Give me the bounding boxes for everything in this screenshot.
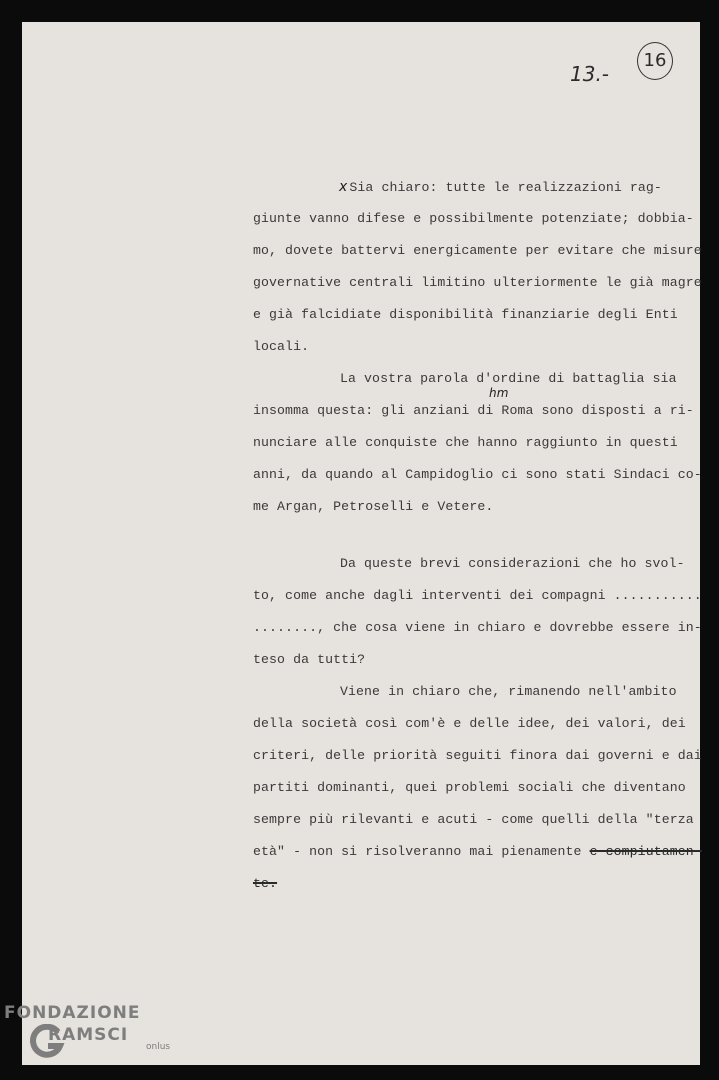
text-line: età" - non si risolveranno mai pienamente e compiutamen- bbox=[253, 844, 702, 859]
text-line: locali. bbox=[253, 339, 310, 354]
text-line: governative centrali limitino ulteriormente le già magre bbox=[253, 275, 702, 290]
text-line: giunte vanno difese e possibilmente potenziate; dobbia- bbox=[253, 211, 694, 226]
text-line: anni, da quando al Campidoglio ci sono stati Sindaci co- bbox=[253, 467, 702, 482]
text-line: sempre più rilevanti e acuti - come quelli della "terza bbox=[253, 812, 694, 827]
text-line: criteri, delle priorità seguiti finora dai governi e dai bbox=[253, 748, 702, 763]
text-line: nunciare alle conquiste che hanno raggiunto in questi bbox=[253, 435, 678, 450]
text-line: della società così com'è e delle idee, dei valori, dei bbox=[253, 716, 686, 731]
circled-page-number: 16 bbox=[637, 42, 673, 80]
text-line: teso da tutti? bbox=[253, 652, 366, 667]
g-logo-icon bbox=[30, 1024, 66, 1060]
handwritten-page-number: 13.- bbox=[570, 62, 610, 86]
watermark-line-1: FONDAZIONE bbox=[4, 1003, 141, 1023]
text-line: to, come anche dagli interventi dei compagni ........... bbox=[253, 588, 702, 603]
text-line: mo, dovete battervi energicamente per evitare che misure bbox=[253, 243, 702, 258]
text-line: me Argan, Petroselli e Vetere. bbox=[253, 499, 494, 514]
document-page bbox=[22, 22, 700, 1065]
handwritten-insertion: hm bbox=[489, 386, 509, 400]
struck-text: te. bbox=[253, 876, 278, 891]
typewritten-body bbox=[253, 171, 702, 900]
text-line: La vostra parola d'ordine di battaglia sia bbox=[340, 371, 677, 386]
text-line: x Sia chiaro: tutte le realizzazioni rag- bbox=[339, 179, 662, 195]
text-line: partiti dominanti, quei problemi sociali che diventano bbox=[253, 780, 686, 795]
fondazione-gramsci-watermark bbox=[4, 1002, 170, 1052]
watermark-suffix: onlus bbox=[146, 1042, 171, 1052]
text-line: insomma questa: gli anziani di Roma sono disposti a ri- hm bbox=[253, 395, 648, 427]
watermark-line-2: RAMSCI bbox=[48, 1025, 129, 1045]
text-line: ........, che cosa viene in chiaro e dovrebbe essere in- bbox=[253, 620, 702, 635]
text-line: Viene in chiaro che, rimanendo nell'ambito bbox=[340, 684, 677, 699]
text-line bbox=[253, 868, 648, 900]
text-line: Da queste brevi considerazioni che ho svol- bbox=[340, 556, 685, 571]
struck-text: e compiutamen- bbox=[589, 844, 702, 859]
text-line: e già falcidiate disponibilità finanziarie degli Enti bbox=[253, 307, 678, 322]
handwritten-mark: x bbox=[339, 179, 348, 195]
paragraph-gap bbox=[253, 523, 648, 548]
